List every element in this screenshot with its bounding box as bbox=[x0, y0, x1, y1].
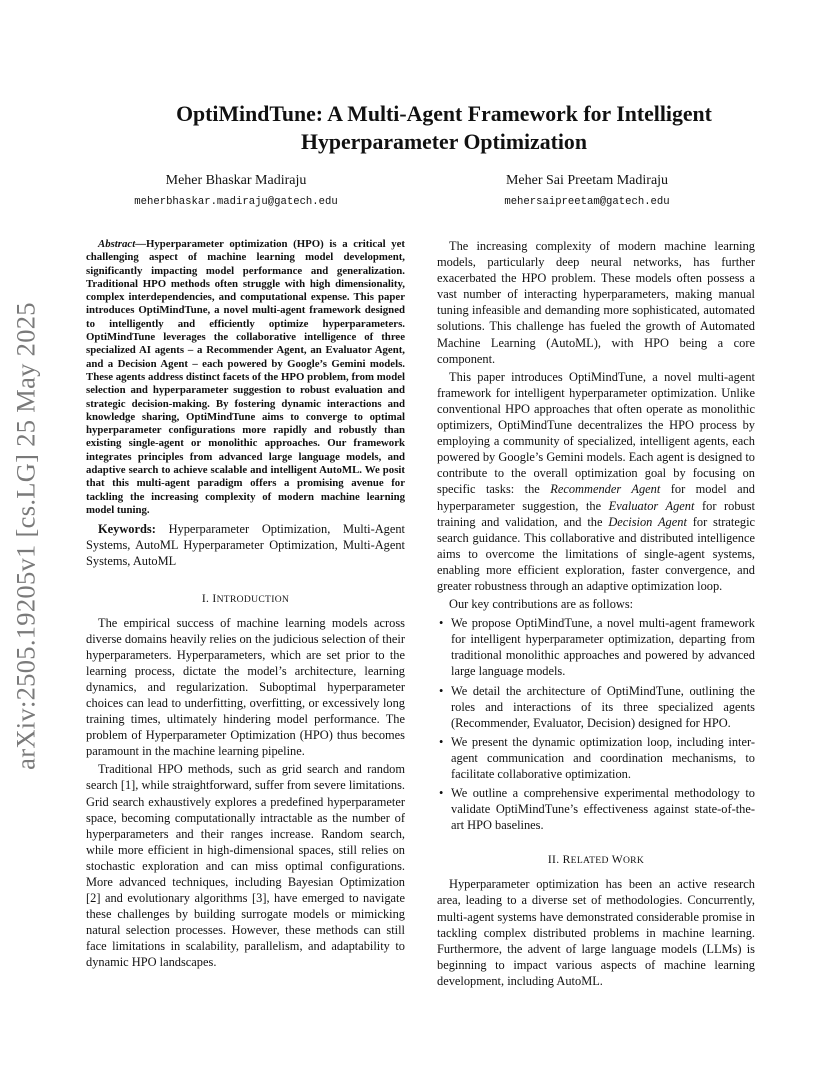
keywords bbox=[86, 521, 405, 569]
list-item: • We present the dynamic optimization loop, including inter-agent communication and coordination mechanisms, to facilitate collaborative optimization. bbox=[451, 734, 755, 782]
related-paragraph-1: Hyperparameter optimization has been an active research area, leading to a diverse set of methodologies. Concurrently, multi-agent systems have demonstrated considerable promise in tackling complex distributed problems in machine learning. Furthermore, the advent of large language models (LLMs) is beginning to impact various aspects of machine learning development, including AutoML. bbox=[437, 877, 755, 988]
author-name: Meher Bhaskar Madiraju bbox=[165, 173, 307, 188]
list-item: • We outline a comprehensive experimental methodology to validate OptiMindTune’s effectiveness against state-of-the-art HPO baselines. bbox=[451, 785, 755, 833]
right-column bbox=[437, 238, 755, 989]
section-heading-related-work: II. RELATED WORK bbox=[547, 853, 645, 867]
abstract-text: —Hyperparameter optimization (HPO) is a critical yet challenging aspect of machine learning model development, significantly impacting model performance and generalization. Traditional HPO methods often struggle with high dimensionality, complex interdependencies, and computational expense. This paper introduces OptiMindTune, a novel multi-agent framework designed to intelligently and efficiently optimize hyperparameters. OptiMindTune leverages the collaborative intelligence of three specialized AI agents – a Recommender Agent, an Evaluator Agent, and a Decision Agent – each powered by Google’s Gemini models. These agents address distinct facets of the HPO problem, from model selection and hyperparameter suggestion to robust evaluation and strategic decision-making. By fostering dynamic interactions and knowledge sharing, OptiMindTune aims to converge to optimal hyperparameter configurations more rapidly and robustly than existing single-agent or monolithic approaches. Our framework integrates principles from advanced large language models, and adaptive search to achieve scalable and intelligent AutoML. We posit that this multi-agent paradigm offers a promising avenue for tackling the increasing complexity of modern machine learning model tuning. bbox=[86, 238, 405, 516]
author-name: Meher Sai Preetam Madiraju bbox=[505, 173, 669, 188]
intro-paragraph-5: Our key contributions are as follows: bbox=[449, 597, 634, 612]
author-email: mehersaipreetam@gatech.edu bbox=[504, 196, 670, 208]
list-item: • We detail the architecture of OptiMindTune, outlining the roles and interactions of its three specialized agents (Recommender, Evaluator, Decision) designed for HPO. bbox=[451, 683, 755, 731]
arxiv-watermark bbox=[8, 296, 44, 776]
evaluator-agent-term: Evaluator Agent bbox=[608, 498, 695, 513]
intro-paragraph-1: The empirical success of machine learning models across diverse domains heavily relies on the judicious selection of their hyperparameters. Hyperparameters, which are set prior to the learning process, dictate the model’s architecture, learning dynamics, and regularization. Suboptimal hyperparameter choices can lead to underfitting, overfitting, or excessively long training times, ultimately hindering model performance. The problem of Hyperparameter Optimization (HPO) thus becomes paramount in the machine learning pipeline. bbox=[86, 615, 405, 759]
abstract bbox=[86, 238, 405, 517]
intro-paragraph-2: Traditional HPO methods, such as grid search and random search [1], while straightforward, suffer from severe limitations. Grid search exhaustively explores a predefined hyperparameter space, becoming computationally intractable as the number of hyperparameters and their ranges increase. Random search, while more efficient in high-dimensional spaces, still relies on stochastic exploration and can miss optimal configurations. More advanced techniques, including Bayesian Optimization [2] and evolutionary algorithms [3], have emerged to navigate these challenges by building surrogate models or mimicking natural selection processes. However, these methods can still face limitations in scalability, parallelism, and adaptability to dynamic HPO landscapes. bbox=[86, 762, 405, 970]
author-1 bbox=[86, 172, 386, 208]
decision-agent-term: Decision Agent bbox=[608, 514, 687, 529]
list-item: • We propose OptiMindTune, a novel multi-agent framework for intelligent hyperparameter optimization, departing from traditional monolithic approaches and powered by advanced large language models. bbox=[451, 615, 755, 679]
keywords-text: Hyperparameter Optimization, Multi-Agent Systems, AutoML Hyperparameter Optimization, Multi-Agent Systems, AutoML bbox=[86, 522, 405, 569]
contributions-list bbox=[437, 615, 755, 833]
arxiv-id: arXiv:2505.19205v1 [cs.LG] 25 May 2025 bbox=[10, 302, 41, 770]
intro-paragraph-4: This paper introduces OptiMindTune, a novel multi-agent framework for intelligent hyperparameter optimization. Unlike conventional HPO approaches that often operate as monolithic optimizers, OptiMindTune decentralizes the HPO process by employing a community of specialized, intelligent agents, each powered by Google’s Gemini models. Each agent is designed to contribute to the overall optimization goal by focusing on specific tasks: the Recommender Agent for model and hyperparameter suggestion, the Evaluator Agent for robust training and validation, and the Decision Agent for strategic search guidance. This collaborative and distributed intelligence aims to overcome the limitations of single-agent systems, enabling more efficient exploration, faster convergence, and greater robustness through an adaptive optimization loop. bbox=[437, 369, 756, 593]
paper-title: OptiMindTune: A Multi-Agent Framework for Intelligent Hyperparameter Optimization bbox=[176, 102, 712, 154]
left-column bbox=[86, 238, 405, 971]
intro-paragraph-3: The increasing complexity of modern machine learning models, particularly deep neural networks, has further exacerbated the HPO problem. These models often possess a vast number of interacting hyperparameters, making manual tuning infeasible and demanding more sophisticated, automated solutions. This challenge has fueled the growth of Automated Machine Learning (AutoML), with HPO being a core component. bbox=[437, 239, 755, 366]
section-heading-introduction: I. INTRODUCTION bbox=[201, 591, 290, 605]
author-email: meherbhaskar.madiraju@gatech.edu bbox=[134, 196, 338, 208]
author-2 bbox=[437, 172, 737, 208]
keywords-label: Keywords: bbox=[98, 522, 156, 537]
abstract-label: Abstract bbox=[98, 238, 136, 250]
recommender-agent-term: Recommender Agent bbox=[550, 482, 661, 497]
